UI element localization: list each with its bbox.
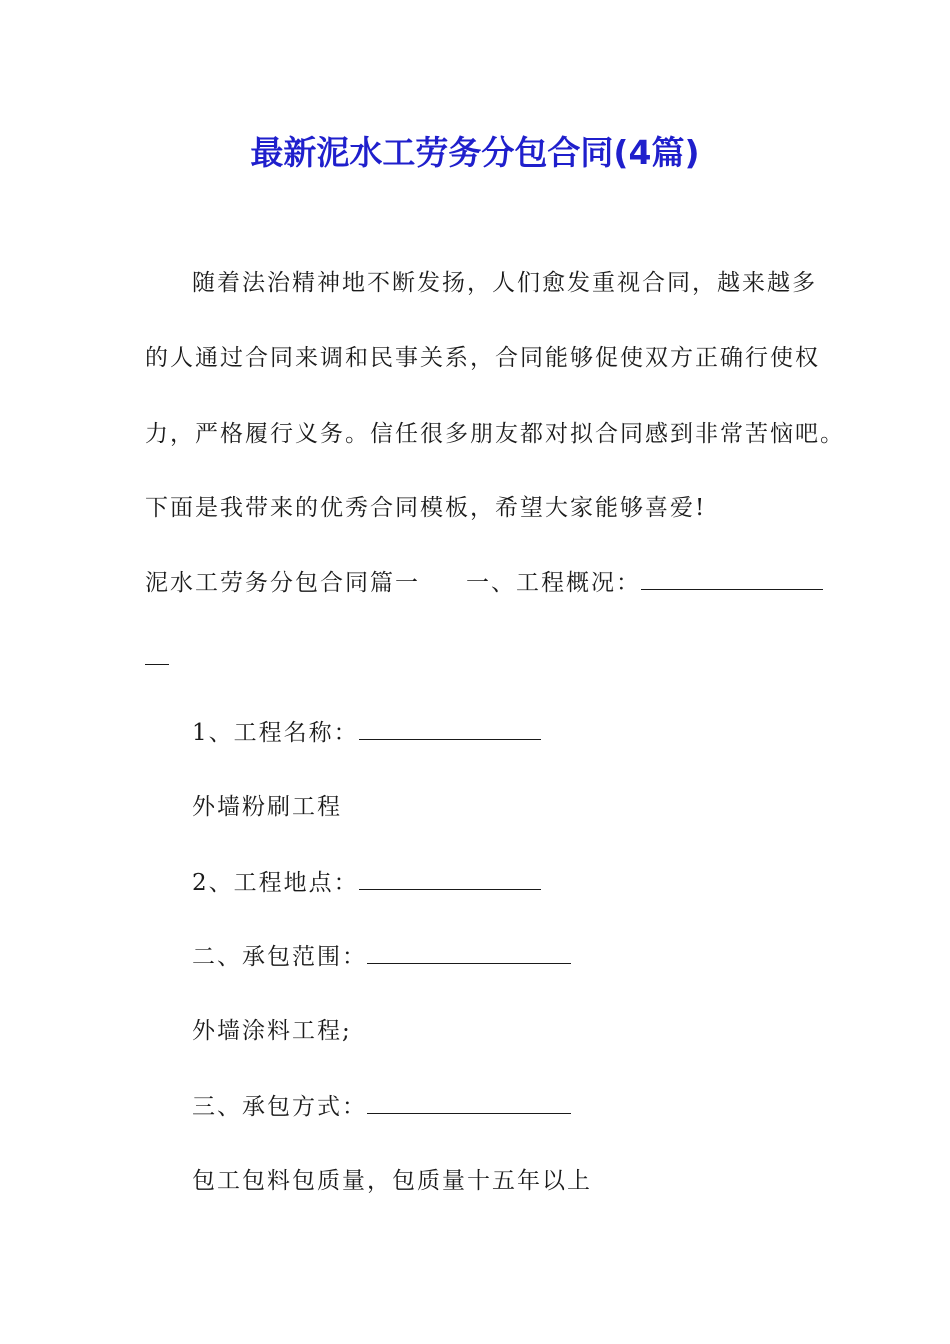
section-heading-line [145, 566, 823, 600]
project-overview-label: 一、工程概况： [466, 570, 641, 596]
contract-method-value: 包工包料包质量，包质量十五年以上 [192, 1168, 592, 1194]
project-name-blank [359, 717, 541, 740]
contract-method-line [192, 1090, 571, 1124]
project-location-label: 2、工程地点： [192, 870, 359, 896]
document-title: 最新泥水工劳务分包合同(4篇) [250, 133, 700, 172]
contract-method-label: 三、承包方式： [192, 1094, 367, 1120]
project-overview-blank-tail [145, 642, 169, 665]
intro-line-1: 随着法治精神地不断发扬，人们愈发重视合同，越来越多 [192, 270, 817, 296]
contract-method-blank [367, 1091, 571, 1114]
section-heading: 泥水工劳务分包合同篇一 [145, 570, 420, 596]
project-name-line [192, 716, 541, 750]
project-name-label: 1、工程名称： [192, 720, 359, 746]
project-location-line [192, 866, 541, 900]
contract-scope-blank [367, 941, 571, 964]
project-location-blank [359, 867, 541, 890]
project-name-value: 外墙粉刷工程 [192, 794, 342, 820]
intro-line-3: 力，严格履行义务。信任很多朋友都对拟合同感到非常苦恼吧。 [145, 421, 845, 447]
intro-line-4: 下面是我带来的优秀合同模板，希望大家能够喜爱! [145, 495, 707, 521]
contract-scope-value: 外墙涂料工程; [192, 1018, 352, 1044]
contract-scope-line [192, 940, 571, 974]
project-overview-blank [641, 567, 823, 590]
contract-scope-label: 二、承包范围： [192, 944, 367, 970]
blank-continuation-line [145, 641, 169, 675]
intro-line-2: 的人通过合同来调和民事关系，合同能够促使双方正确行使权 [145, 345, 820, 371]
